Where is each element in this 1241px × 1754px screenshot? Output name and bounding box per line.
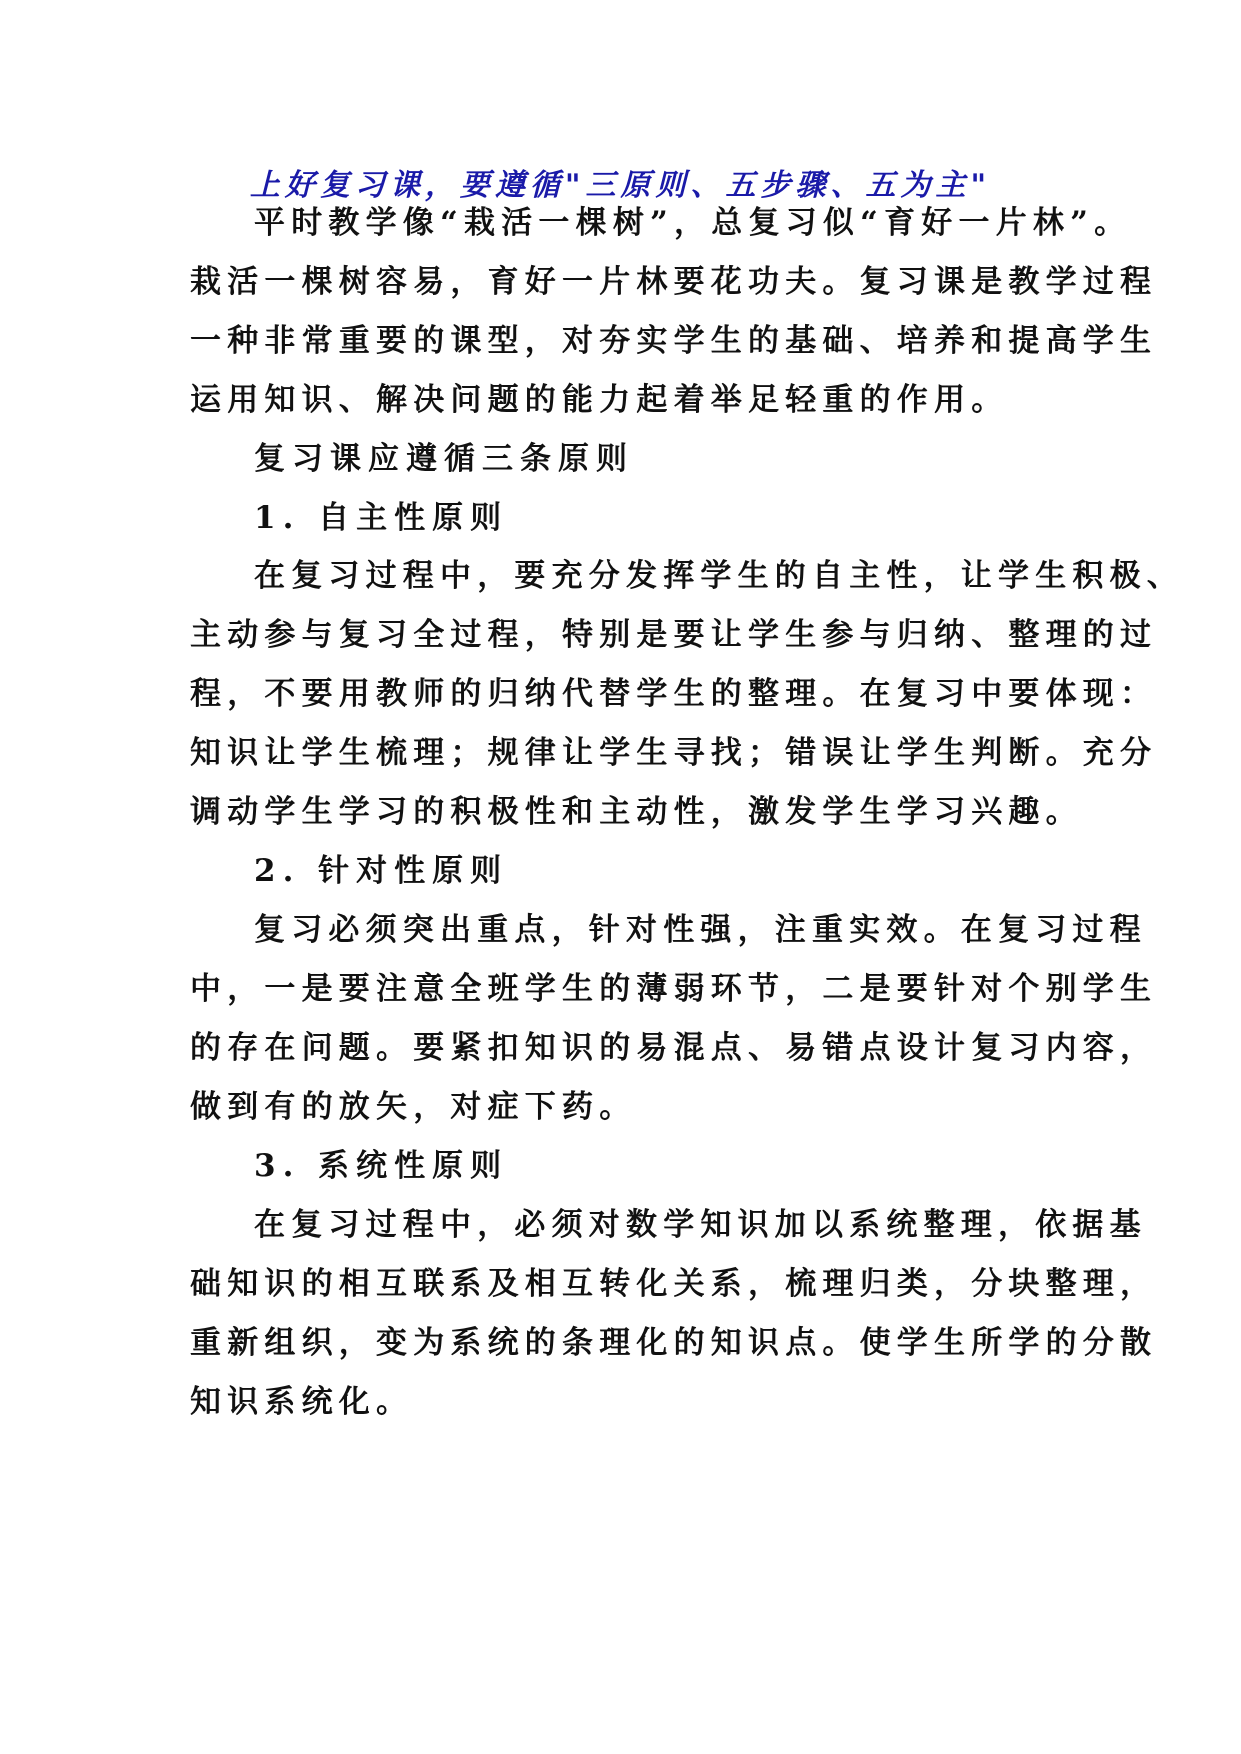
section-heading: 复习课应遵循三条原则 <box>254 441 634 477</box>
paragraph-line: 平时教学像“栽活一棵树”，总复习似“育好一片林”。 <box>254 205 1132 241</box>
paragraph-line: 复习必须突出重点，针对性强，注重实效。在复习过程 <box>254 912 1147 948</box>
principle-heading-1: 1. 自主性原则 <box>254 500 509 536</box>
paragraph-line: 的存在问题。要紧扣知识的易混点、易错点设计复习内容， <box>190 1030 1158 1066</box>
paragraph-line: 中，一是要注意全班学生的薄弱环节，二是要针对个别学生 <box>190 971 1158 1007</box>
paragraph-line: 做到有的放矢，对症下药。 <box>190 1089 637 1125</box>
principle-heading-2: 2. 针对性原则 <box>254 853 509 889</box>
paragraph-line: 栽活一棵树容易，育好一片林要花功夫。复习课是教学过程 <box>190 264 1158 300</box>
paragraph-line: 础知识的相互联系及相互转化关系，梳理归类，分块整理， <box>190 1266 1158 1302</box>
paragraph-line: 知识系统化。 <box>190 1384 414 1420</box>
paragraph-line: 一种非常重要的课型，对夯实学生的基础、培养和提高学生 <box>190 323 1158 359</box>
paragraph-line: 主动参与复习全过程，特别是要让学生参与归纳、整理的过 <box>190 617 1158 653</box>
paragraph-line: 在复习过程中，要充分发挥学生的自主性，让学生积极、 <box>254 558 1184 594</box>
paragraph-line: 知识让学生梳理；规律让学生寻找；错误让学生判断。充分 <box>190 735 1158 771</box>
document-title: 上好复习课，要遵循"三原则、五步骤、五为主" <box>249 168 992 203</box>
paragraph-line: 程，不要用教师的归纳代替学生的整理。在复习中要体现： <box>190 676 1158 712</box>
paragraph-line: 运用知识、解决问题的能力起着举足轻重的作用。 <box>190 382 1009 418</box>
paragraph-line: 在复习过程中，必须对数学知识加以系统整理，依据基 <box>254 1207 1147 1243</box>
principle-heading-3: 3. 系统性原则 <box>254 1148 509 1184</box>
paragraph-line: 调动学生学习的积极性和主动性，激发学生学习兴趣。 <box>190 794 1083 830</box>
paragraph-line: 重新组织，变为系统的条理化的知识点。使学生所学的分散 <box>190 1325 1158 1361</box>
